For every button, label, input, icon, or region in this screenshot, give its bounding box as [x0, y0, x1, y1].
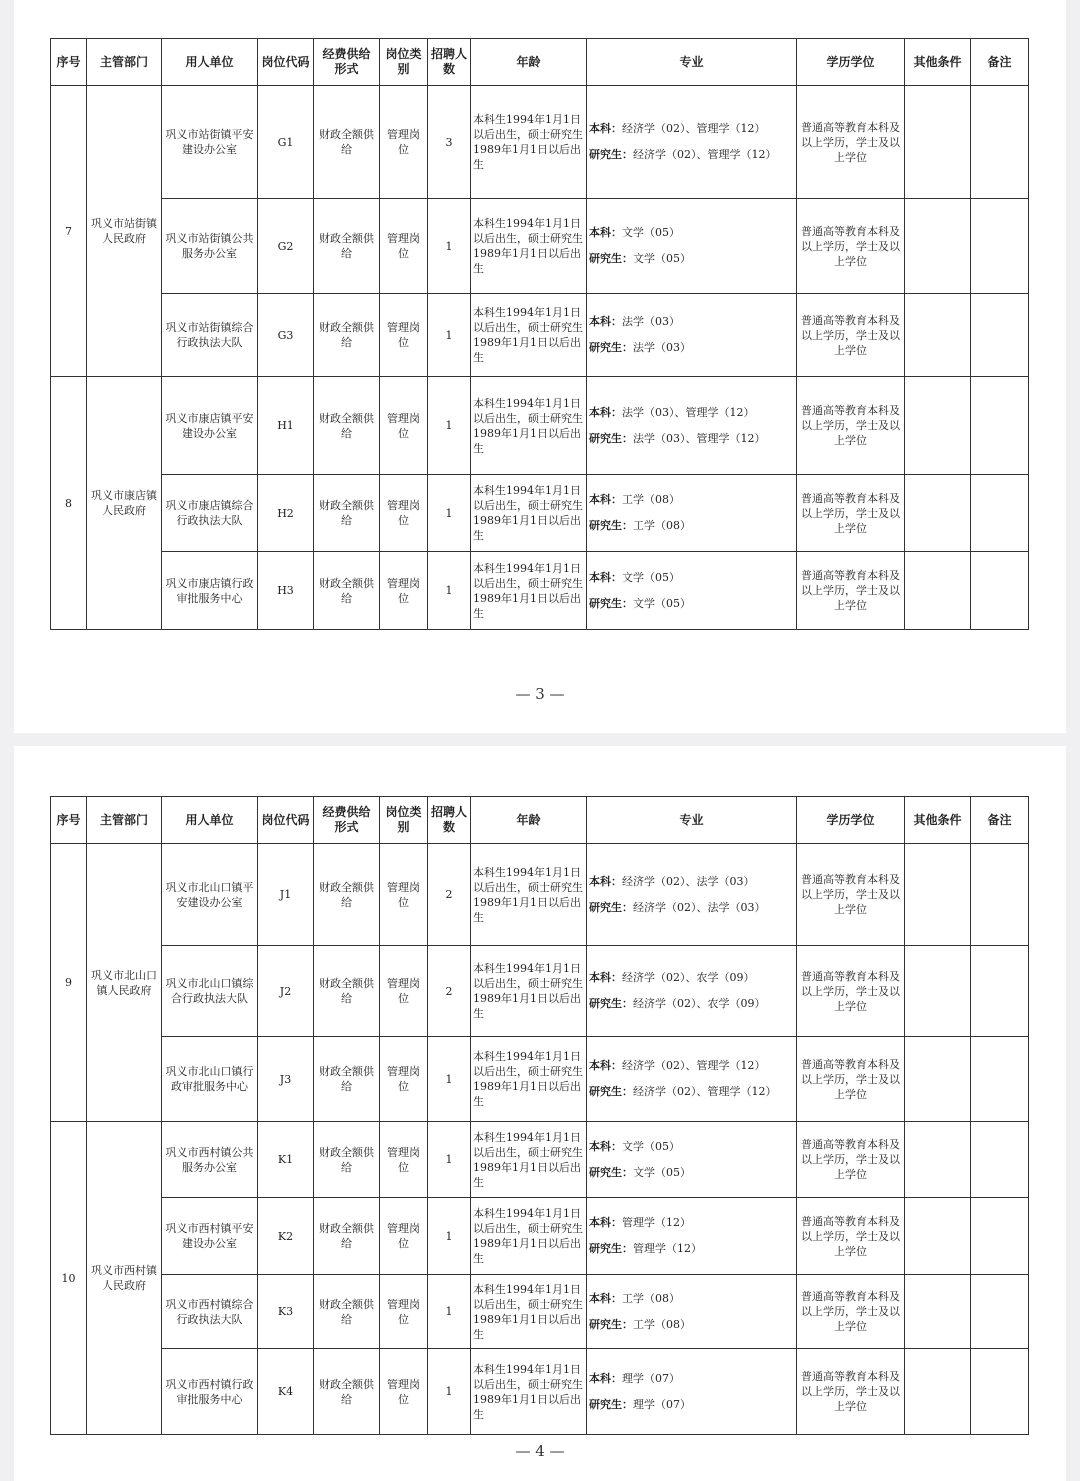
note-cell — [971, 552, 1029, 630]
header-dept: 主管部门 — [87, 797, 162, 844]
header-funding: 经费供给形式 — [314, 797, 380, 844]
note-cell — [971, 844, 1029, 946]
unit-cell: 巩义市北山口镇行政审批服务中心 — [162, 1037, 258, 1122]
table-row — [51, 1122, 1029, 1198]
major-cell — [587, 1122, 797, 1198]
major-cell — [587, 844, 797, 946]
undergrad-majors: 法学（03） — [622, 315, 680, 328]
undergrad-line — [589, 970, 794, 986]
age-cell: 本科生1994年1月1日以后出生，硕士研究生1989年1月1日以后出生 — [471, 552, 587, 630]
age-cell: 本科生1994年1月1日以后出生，硕士研究生1989年1月1日以后出生 — [471, 475, 587, 552]
dept-cell: 巩义市康店镇人民政府 — [87, 377, 162, 630]
age-cell: 本科生1994年1月1日以后出生，硕士研究生1989年1月1日以后出生 — [471, 294, 587, 377]
funding-cell: 财政全额供给 — [314, 199, 380, 294]
count-cell: 1 — [428, 552, 471, 630]
count-cell: 1 — [428, 475, 471, 552]
other-cell — [905, 552, 971, 630]
code-cell: H3 — [258, 552, 314, 630]
code-cell: K4 — [258, 1349, 314, 1435]
grad-majors: 工学（08） — [633, 519, 691, 532]
unit-cell: 巩义市西村镇公共服务办公室 — [162, 1122, 258, 1198]
category-cell: 管理岗位 — [380, 294, 428, 377]
seq-cell: 9 — [51, 844, 87, 1122]
grad-label: 研究生： — [589, 252, 633, 265]
header-note: 备注 — [971, 39, 1029, 86]
page-number: — 3 — — [515, 685, 565, 703]
dept-cell: 巩义市站街镇人民政府 — [87, 86, 162, 377]
edu-cell: 普通高等教育本科及以上学历，学士及以上学位 — [797, 946, 905, 1037]
grad-majors: 法学（03）、管理学（12） — [633, 431, 766, 445]
grad-label: 研究生： — [589, 1242, 633, 1255]
header-count: 招聘人数 — [428, 797, 471, 844]
edu-cell: 普通高等教育本科及以上学历，学士及以上学位 — [797, 294, 905, 377]
table-row — [51, 475, 1029, 552]
table-row — [51, 294, 1029, 377]
undergrad-label: 本科： — [589, 1371, 622, 1385]
grad-label: 研究生： — [589, 519, 633, 532]
other-cell — [905, 294, 971, 377]
document-page-3 — [14, 0, 1066, 733]
unit-cell: 巩义市西村镇平安建设办公室 — [162, 1198, 258, 1275]
header-code: 岗位代码 — [258, 39, 314, 86]
undergrad-label: 本科： — [589, 1216, 622, 1229]
unit-cell: 巩义市站街镇平安建设办公室 — [162, 86, 258, 199]
unit-cell: 巩义市西村镇综合行政执法大队 — [162, 1275, 258, 1349]
grad-majors: 文学（05） — [633, 252, 691, 265]
category-cell: 管理岗位 — [380, 475, 428, 552]
unit-cell: 巩义市康店镇平安建设办公室 — [162, 377, 258, 475]
undergrad-label: 本科： — [589, 226, 622, 239]
category-cell: 管理岗位 — [380, 1275, 428, 1349]
undergrad-label: 本科： — [589, 405, 622, 419]
header-edu: 学历学位 — [797, 797, 905, 844]
funding-cell: 财政全额供给 — [314, 1037, 380, 1122]
undergrad-majors: 文学（05） — [622, 226, 680, 239]
undergrad-majors: 经济学（02）、管理学（12） — [622, 122, 766, 135]
grad-majors: 经济学（02）、管理学（12） — [633, 148, 777, 161]
count-cell: 1 — [428, 1122, 471, 1198]
grad-label: 研究生： — [589, 148, 633, 161]
count-cell: 2 — [428, 946, 471, 1037]
code-cell: G2 — [258, 199, 314, 294]
undergrad-majors: 管理学（12） — [622, 1216, 691, 1229]
category-cell: 管理岗位 — [380, 946, 428, 1037]
seq-cell: 8 — [51, 377, 87, 630]
unit-cell: 巩义市站街镇公共服务办公室 — [162, 199, 258, 294]
major-cell — [587, 1349, 797, 1435]
funding-cell: 财政全额供给 — [314, 844, 380, 946]
header-unit: 用人单位 — [162, 797, 258, 844]
header-seq: 序号 — [51, 39, 87, 86]
table-row — [51, 199, 1029, 294]
table-row — [51, 86, 1029, 199]
edu-cell: 普通高等教育本科及以上学历，学士及以上学位 — [797, 1349, 905, 1435]
grad-majors: 文学（05） — [633, 596, 691, 610]
funding-cell: 财政全额供给 — [314, 1275, 380, 1349]
undergrad-majors: 工学（08） — [622, 1291, 680, 1305]
table-row — [51, 1349, 1029, 1435]
edu-cell: 普通高等教育本科及以上学历，学士及以上学位 — [797, 1122, 905, 1198]
unit-cell: 巩义市北山口镇综合行政执法大队 — [162, 946, 258, 1037]
other-cell — [905, 475, 971, 552]
grad-majors: 工学（08） — [633, 1317, 691, 1331]
grad-line — [589, 147, 794, 163]
note-cell — [971, 1349, 1029, 1435]
undergrad-line — [589, 225, 794, 241]
undergrad-line — [589, 1371, 794, 1387]
header-major: 专业 — [587, 39, 797, 86]
header-note: 备注 — [971, 797, 1029, 844]
age-cell: 本科生1994年1月1日以后出生，硕士研究生1989年1月1日以后出生 — [471, 1122, 587, 1198]
table-row — [51, 844, 1029, 946]
category-cell: 管理岗位 — [380, 844, 428, 946]
major-cell — [587, 552, 797, 630]
undergrad-line — [589, 405, 794, 421]
age-cell: 本科生1994年1月1日以后出生，硕士研究生1989年1月1日以后出生 — [471, 844, 587, 946]
funding-cell: 财政全额供给 — [314, 1198, 380, 1275]
major-cell — [587, 199, 797, 294]
undergrad-majors: 文学（05） — [622, 1139, 680, 1153]
count-cell: 1 — [428, 1349, 471, 1435]
undergrad-label: 本科： — [589, 1291, 622, 1305]
note-cell — [971, 946, 1029, 1037]
undergrad-label: 本科： — [589, 493, 622, 506]
funding-cell: 财政全额供给 — [314, 86, 380, 199]
table-row — [51, 1198, 1029, 1275]
grad-majors: 法学（03） — [633, 341, 691, 354]
code-cell: K1 — [258, 1122, 314, 1198]
code-cell: J3 — [258, 1037, 314, 1122]
grad-label: 研究生： — [589, 900, 633, 914]
dept-cell: 巩义市北山口镇人民政府 — [87, 844, 162, 1122]
age-cell: 本科生1994年1月1日以后出生，硕士研究生1989年1月1日以后出生 — [471, 946, 587, 1037]
header-category: 岗位类别 — [380, 39, 428, 86]
age-cell: 本科生1994年1月1日以后出生，硕士研究生1989年1月1日以后出生 — [471, 199, 587, 294]
major-cell — [587, 475, 797, 552]
count-cell: 1 — [428, 1198, 471, 1275]
code-cell: G3 — [258, 294, 314, 377]
header-seq: 序号 — [51, 797, 87, 844]
undergrad-majors: 经济学（02）、农学（09） — [622, 971, 755, 984]
table-header-row — [51, 797, 1029, 844]
other-cell — [905, 1122, 971, 1198]
header-unit: 用人单位 — [162, 39, 258, 86]
funding-cell: 财政全额供给 — [314, 377, 380, 475]
table-header-row — [51, 39, 1029, 86]
other-cell — [905, 946, 971, 1037]
edu-cell: 普通高等教育本科及以上学历，学士及以上学位 — [797, 86, 905, 199]
recruitment-table — [50, 38, 1029, 630]
page-number: — 4 — — [515, 1442, 565, 1460]
edu-cell: 普通高等教育本科及以上学历，学士及以上学位 — [797, 1275, 905, 1349]
other-cell — [905, 199, 971, 294]
grad-line — [589, 1084, 794, 1100]
grad-majors: 经济学（02）、管理学（12） — [633, 1085, 777, 1098]
undergrad-line — [589, 1291, 794, 1307]
other-cell — [905, 1037, 971, 1122]
grad-majors: 文学（05） — [633, 1165, 691, 1179]
header-major: 专业 — [587, 797, 797, 844]
code-cell: J1 — [258, 844, 314, 946]
unit-cell: 巩义市北山口镇平安建设办公室 — [162, 844, 258, 946]
undergrad-label: 本科： — [589, 570, 622, 584]
undergrad-line — [589, 874, 794, 890]
undergrad-line — [589, 121, 794, 137]
grad-majors: 经济学（02）、农学（09） — [633, 997, 766, 1010]
funding-cell: 财政全额供给 — [314, 552, 380, 630]
header-count: 招聘人数 — [428, 39, 471, 86]
major-cell — [587, 946, 797, 1037]
code-cell: K3 — [258, 1275, 314, 1349]
header-category: 岗位类别 — [380, 797, 428, 844]
code-cell: G1 — [258, 86, 314, 199]
grad-label: 研究生： — [589, 431, 633, 445]
major-cell — [587, 1037, 797, 1122]
edu-cell: 普通高等教育本科及以上学历，学士及以上学位 — [797, 199, 905, 294]
note-cell — [971, 1122, 1029, 1198]
undergrad-line — [589, 1215, 794, 1231]
undergrad-label: 本科： — [589, 874, 622, 888]
code-cell: H2 — [258, 475, 314, 552]
count-cell: 1 — [428, 1037, 471, 1122]
table-row — [51, 1275, 1029, 1349]
grad-label: 研究生： — [589, 341, 633, 354]
undergrad-label: 本科： — [589, 1139, 622, 1153]
category-cell: 管理岗位 — [380, 1198, 428, 1275]
document-page-4 — [14, 746, 1066, 1481]
age-cell: 本科生1994年1月1日以后出生，硕士研究生1989年1月1日以后出生 — [471, 1275, 587, 1349]
code-cell: J2 — [258, 946, 314, 1037]
funding-cell: 财政全额供给 — [314, 1122, 380, 1198]
header-dept: 主管部门 — [87, 39, 162, 86]
category-cell: 管理岗位 — [380, 199, 428, 294]
grad-label: 研究生： — [589, 997, 633, 1010]
age-cell: 本科生1994年1月1日以后出生，硕士研究生1989年1月1日以后出生 — [471, 377, 587, 475]
undergrad-line — [589, 1058, 794, 1074]
grad-majors: 经济学（02）、法学（03） — [633, 900, 766, 914]
count-cell: 1 — [428, 294, 471, 377]
funding-cell: 财政全额供给 — [314, 1349, 380, 1435]
count-cell: 1 — [428, 377, 471, 475]
recruitment-table — [50, 796, 1029, 1435]
grad-line — [589, 431, 794, 447]
grad-line — [589, 996, 794, 1012]
seq-cell: 7 — [51, 86, 87, 377]
header-edu: 学历学位 — [797, 39, 905, 86]
note-cell — [971, 1037, 1029, 1122]
header-age: 年龄 — [471, 39, 587, 86]
other-cell — [905, 1349, 971, 1435]
undergrad-label: 本科： — [589, 315, 622, 328]
grad-label: 研究生： — [589, 1317, 633, 1331]
undergrad-line — [589, 314, 794, 330]
header-code: 岗位代码 — [258, 797, 314, 844]
undergrad-label: 本科： — [589, 971, 622, 984]
header-funding: 经费供给形式 — [314, 39, 380, 86]
undergrad-majors: 文学（05） — [622, 570, 680, 584]
major-cell — [587, 1275, 797, 1349]
table-row — [51, 377, 1029, 475]
undergrad-majors: 经济学（02）、管理学（12） — [622, 1059, 766, 1072]
edu-cell: 普通高等教育本科及以上学历，学士及以上学位 — [797, 552, 905, 630]
grad-line — [589, 251, 794, 267]
major-cell — [587, 1198, 797, 1275]
category-cell: 管理岗位 — [380, 377, 428, 475]
funding-cell: 财政全额供给 — [314, 294, 380, 377]
count-cell: 1 — [428, 1275, 471, 1349]
code-cell: H1 — [258, 377, 314, 475]
grad-line — [589, 340, 794, 356]
note-cell — [971, 86, 1029, 199]
grad-line — [589, 518, 794, 534]
undergrad-label: 本科： — [589, 1059, 622, 1072]
count-cell: 2 — [428, 844, 471, 946]
edu-cell: 普通高等教育本科及以上学历，学士及以上学位 — [797, 1198, 905, 1275]
category-cell: 管理岗位 — [380, 552, 428, 630]
grad-line — [589, 1397, 794, 1413]
unit-cell: 巩义市康店镇行政审批服务中心 — [162, 552, 258, 630]
grad-line — [589, 1165, 794, 1181]
undergrad-majors: 法学（03）、管理学（12） — [622, 405, 755, 419]
grad-label: 研究生： — [589, 1397, 633, 1411]
other-cell — [905, 1198, 971, 1275]
undergrad-label: 本科： — [589, 122, 622, 135]
funding-cell: 财政全额供给 — [314, 946, 380, 1037]
other-cell — [905, 844, 971, 946]
header-other: 其他条件 — [905, 39, 971, 86]
edu-cell: 普通高等教育本科及以上学历，学士及以上学位 — [797, 475, 905, 552]
undergrad-line — [589, 492, 794, 508]
code-cell: K2 — [258, 1198, 314, 1275]
note-cell — [971, 199, 1029, 294]
note-cell — [971, 1275, 1029, 1349]
category-cell: 管理岗位 — [380, 1349, 428, 1435]
table-row — [51, 946, 1029, 1037]
edu-cell: 普通高等教育本科及以上学历，学士及以上学位 — [797, 1037, 905, 1122]
note-cell — [971, 377, 1029, 475]
other-cell — [905, 377, 971, 475]
seq-cell: 10 — [51, 1122, 87, 1435]
major-cell — [587, 377, 797, 475]
other-cell — [905, 86, 971, 199]
grad-line — [589, 1317, 794, 1333]
table-row — [51, 1037, 1029, 1122]
grad-label: 研究生： — [589, 1085, 633, 1098]
header-other: 其他条件 — [905, 797, 971, 844]
unit-cell: 巩义市西村镇行政审批服务中心 — [162, 1349, 258, 1435]
undergrad-majors: 理学（07） — [622, 1371, 680, 1385]
grad-majors: 管理学（12） — [633, 1242, 702, 1255]
grad-line — [589, 1241, 794, 1257]
funding-cell: 财政全额供给 — [314, 475, 380, 552]
age-cell: 本科生1994年1月1日以后出生，硕士研究生1989年1月1日以后出生 — [471, 1198, 587, 1275]
note-cell — [971, 294, 1029, 377]
category-cell: 管理岗位 — [380, 86, 428, 199]
count-cell: 3 — [428, 86, 471, 199]
undergrad-majors: 工学（08） — [622, 493, 680, 506]
age-cell: 本科生1994年1月1日以后出生，硕士研究生1989年1月1日以后出生 — [471, 86, 587, 199]
major-cell — [587, 86, 797, 199]
grad-majors: 理学（07） — [633, 1397, 691, 1411]
undergrad-majors: 经济学（02）、法学（03） — [622, 874, 755, 888]
note-cell — [971, 1198, 1029, 1275]
age-cell: 本科生1994年1月1日以后出生，硕士研究生1989年1月1日以后出生 — [471, 1349, 587, 1435]
grad-line — [589, 900, 794, 916]
count-cell: 1 — [428, 199, 471, 294]
major-cell — [587, 294, 797, 377]
grad-label: 研究生： — [589, 596, 633, 610]
grad-label: 研究生： — [589, 1165, 633, 1179]
unit-cell: 巩义市站街镇综合行政执法大队 — [162, 294, 258, 377]
age-cell: 本科生1994年1月1日以后出生，硕士研究生1989年1月1日以后出生 — [471, 1037, 587, 1122]
edu-cell: 普通高等教育本科及以上学历，学士及以上学位 — [797, 377, 905, 475]
undergrad-line — [589, 570, 794, 586]
undergrad-line — [589, 1139, 794, 1155]
table-row — [51, 552, 1029, 630]
other-cell — [905, 1275, 971, 1349]
note-cell — [971, 475, 1029, 552]
edu-cell: 普通高等教育本科及以上学历，学士及以上学位 — [797, 844, 905, 946]
grad-line — [589, 596, 794, 612]
header-age: 年龄 — [471, 797, 587, 844]
unit-cell: 巩义市康店镇综合行政执法大队 — [162, 475, 258, 552]
category-cell: 管理岗位 — [380, 1122, 428, 1198]
dept-cell: 巩义市西村镇人民政府 — [87, 1122, 162, 1435]
category-cell: 管理岗位 — [380, 1037, 428, 1122]
